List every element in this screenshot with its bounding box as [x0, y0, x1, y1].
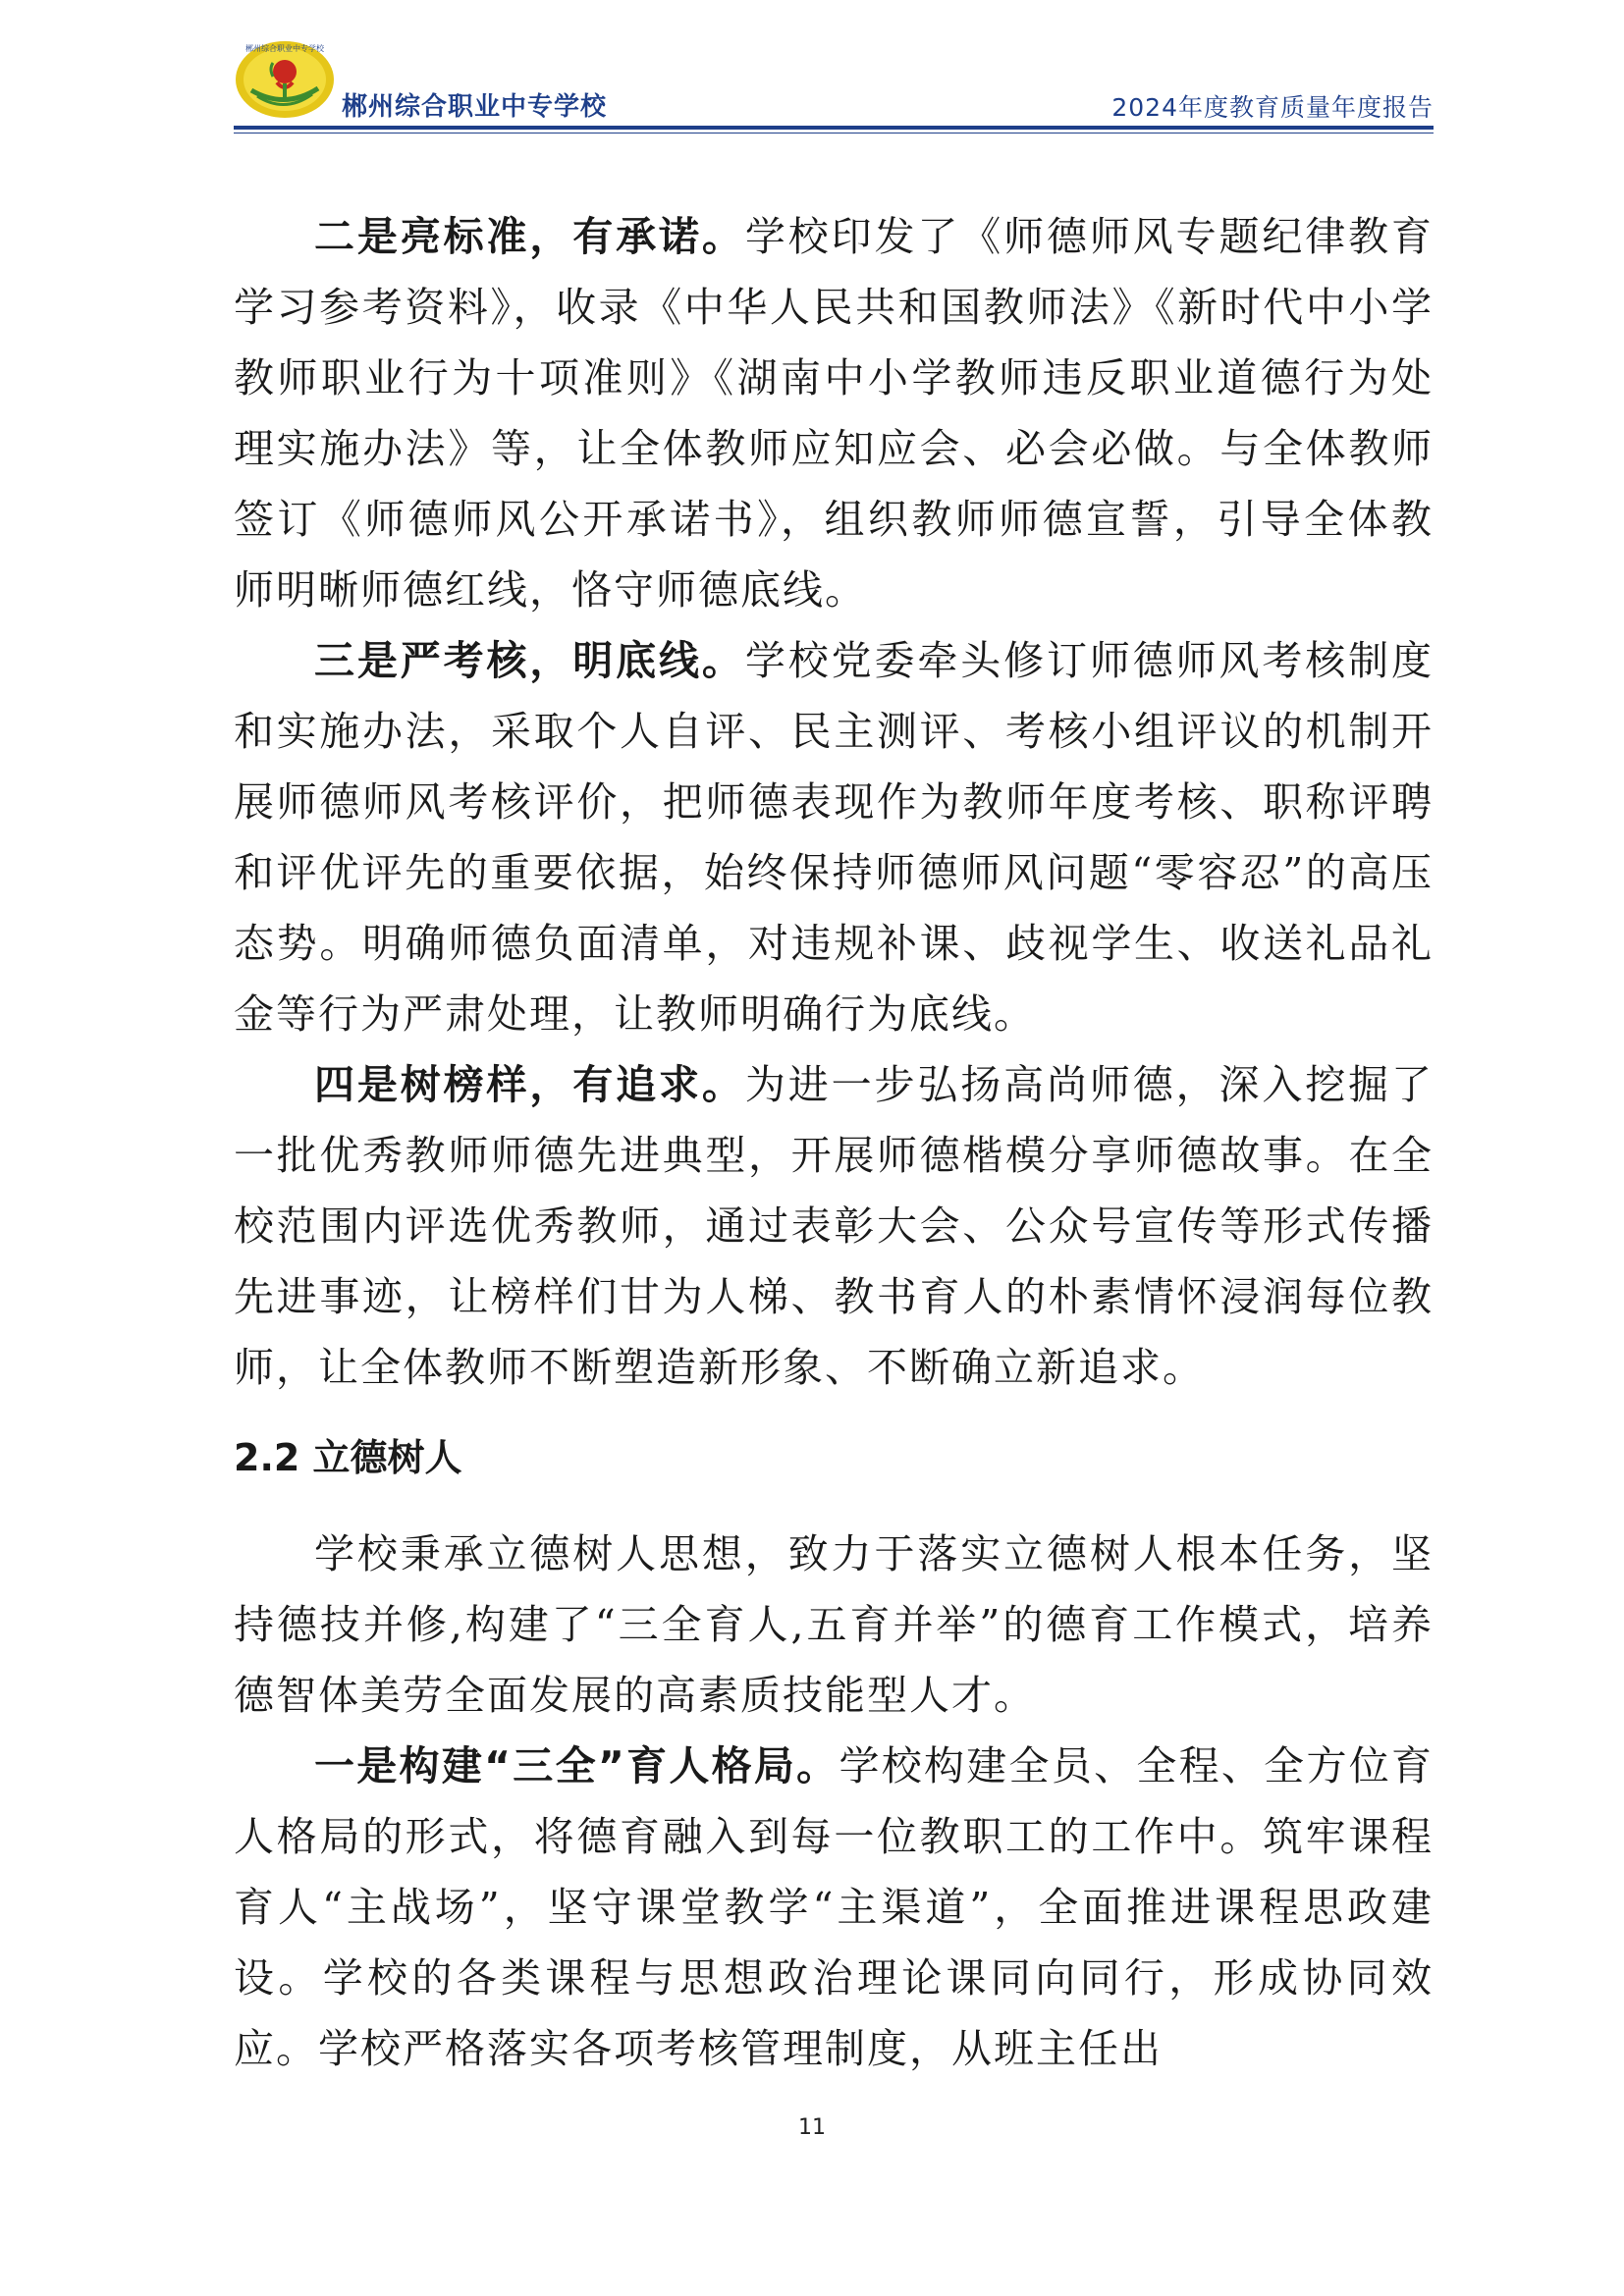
paragraph-text: 学校秉承立德树人思想，致力于落实立德树人根本任务，坚持德技并修,构建了“三全育人,五育并举”的德育工作模式，培养德智体美劳全面发展的高素质技能型人才。	[234, 1530, 1434, 1719]
paragraph-text: 学校印发了《师德师风专题纪律教育学习参考资料》，收录《中华人民共和国教师法》《新时代中小学教师职业行为十项准则》《湖南中小学教师违反职业道德行为处理实施办法》等，让全体教师应知应会、必会必做。与全体教师签订《师德师风公开承诺书》，组织教师师德宣誓，引导全体教师明晰师德红线，恪守师德底线。	[234, 213, 1435, 614]
paragraph-lead: 四是树榜样，有追求。	[314, 1061, 745, 1108]
paragraph-text: 学校党委牵头修订师德师风考核制度和实施办法，采取个人自评、民主测评、考核小组评议的机制开展师德师风考核评价，把师德表现作为教师年度考核、职称评聘和评优评先的重要依据，始终保持师德师风问题“零容忍”的高压态势。明确师德负面清单，对违规补课、歧视学生、收送礼品礼金等行为严肃处理，让教师明确行为底线。	[234, 637, 1435, 1038]
page-number: 11	[798, 2115, 826, 2140]
logo-text: 郴州综合职业中专学校	[245, 44, 324, 53]
paragraph-text: 学校构建全员、全程、全方位育人格局的形式，将德育融入到每一位教职工的工作中。筑牢课程育人“主战场”，坚守课堂教学“主渠道”，全面推进课程思政建设。学校的各类课程与思想政治理论课同向同行，形成协同效应。学校严格落实各项考核管理制度，从班主任出	[234, 1742, 1434, 2072]
school-logo-icon	[234, 39, 336, 120]
report-title: 2024年度教育质量年度报告	[1111, 93, 1434, 122]
paragraph-text: 为进一步弘扬高尚师德，深入挖掘了一批优秀教师师德先进典型，开展师德楷模分享师德故事。在全校范围内评选优秀教师，通过表彰大会、公众号宣传等形式传播先进事迹，让榜样们甘为人梯、教书育人的朴素情怀浸润每位教师，让全体教师不断塑造新形象、不断确立新追求。	[234, 1061, 1435, 1391]
paragraph-lead: 三是严考核，明底线。	[314, 637, 745, 684]
paragraph-lead: 一是构建“三全”育人格局。	[314, 1742, 839, 1789]
section-heading: 2.2 立德树人	[234, 1436, 462, 1479]
header-rule-thick	[234, 126, 1434, 130]
school-name: 郴州综合职业中专学校	[342, 92, 608, 122]
paragraph-standards	[234, 201, 1434, 625]
document-body	[234, 201, 1434, 2084]
paragraph-three-all	[234, 1731, 1434, 2084]
paragraph-role-models	[234, 1049, 1434, 1403]
page-header	[234, 35, 1434, 128]
paragraph-intro	[234, 1519, 1434, 1731]
paragraph-assessment	[234, 625, 1434, 1049]
paragraph-lead: 二是亮标准，有承诺。	[314, 213, 745, 260]
